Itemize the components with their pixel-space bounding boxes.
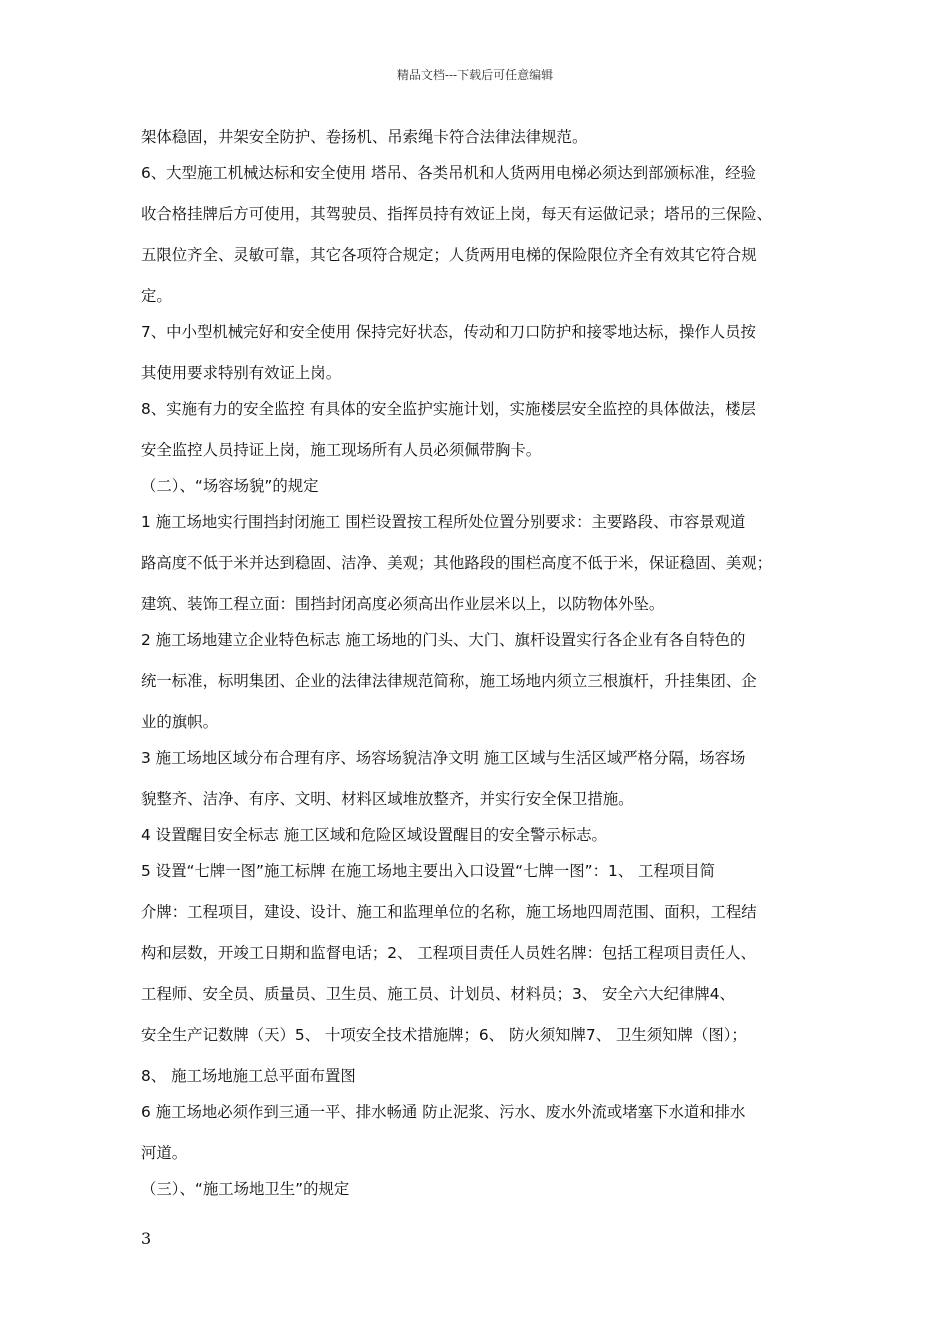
body-line: 安全监控人员持证上岗，施工现场所有人员必须佩带胸卡。 <box>141 441 542 459</box>
body-line: 安全生产记数牌（天）5、 十项安全技术措施牌；6、 防火须知牌7、 卫生须知牌（图）； <box>141 1026 747 1044</box>
body-line: 8、 施工场地施工总平面布置图 <box>141 1067 356 1085</box>
body-line: 定。 <box>141 287 172 305</box>
body-line: 五限位齐全、灵敏可靠，其它各项符合规定；人货两用电梯的保险限位齐全有效其它符合规 <box>141 246 757 264</box>
section-heading: （二）、“场容场貌”的规定 <box>141 477 319 495</box>
body-line: 1 施工场地实行围挡封闭施工 围栏设置按工程所处位置分别要求：主要路段、市容景观道 <box>141 513 746 531</box>
body-line: 构和层数，开竣工日期和监督电话；2、 工程项目责任人员姓名牌：包括工程项目责任人、 <box>141 944 756 962</box>
body-line: 统一标准，标明集团、企业的法律法律规范简称，施工场地内须立三根旗杆，升挂集团、企 <box>141 672 757 690</box>
body-line: 路高度不低于米并达到稳固、洁净、美观；其他路段的围栏高度不低于米，保证稳固、美观； <box>141 554 773 572</box>
body-line: 4 设置醒目安全标志 施工区域和危险区域设置醒目的安全警示标志。 <box>141 826 607 844</box>
body-line: 业的旗帜。 <box>141 713 218 731</box>
body-line: 6 施工场地必须作到三通一平、排水畅通 防止泥浆、污水、废水外流或堵塞下水道和排水 <box>141 1103 746 1121</box>
body-line: 工程师、安全员、质量员、卫生员、施工员、计划员、材料员；3、 安全六大纪律牌4、 <box>141 985 735 1003</box>
body-line: 建筑、装饰工程立面：围挡封闭高度必须高出作业层米以上，以防物体外坠。 <box>141 595 665 613</box>
body-line: 7、中小型机械完好和安全使用 保持完好状态，传动和刀口防护和接零地达标，操作人员按 <box>141 323 756 341</box>
body-line: 貌整齐、洁净、有序、文明、材料区域堆放整齐，并实行安全保卫措施。 <box>141 790 634 808</box>
body-line: 其使用要求特别有效证上岗。 <box>141 364 342 382</box>
body-line: 2 施工场地建立企业特色标志 施工场地的门头、大门、旗杆设置实行各企业有各自特色的 <box>141 631 746 649</box>
body-line: 8、实施有力的安全监控 有具体的安全监护实施计划，实施楼层安全监控的具体做法，楼层 <box>141 400 756 418</box>
body-line: 5 设置“七牌一图”施工标牌 在施工场地主要出入口设置“七牌一图”：1、 工程项目简 <box>141 862 716 880</box>
body-line: 介牌：工程项目，建设、设计、施工和监理单位的名称，施工场地四周范围、面积，工程结 <box>141 903 757 921</box>
page-header: 精品文档---下载后可任意编辑 <box>396 68 554 82</box>
body-line: 河道。 <box>141 1144 188 1162</box>
body-line: 架体稳固，井架安全防护、卷扬机、吊索绳卡符合法律法律规范。 <box>141 128 588 146</box>
page-number: 3 <box>141 1229 152 1248</box>
body-line: 6、大型施工机械达标和安全使用 塔吊、各类吊机和人货两用电梯必须达到部颁标准，经验 <box>141 164 756 182</box>
section-heading: （三）、“施工场地卫生”的规定 <box>141 1180 350 1198</box>
body-line: 收合格挂牌后方可使用，其驾驶员、指挥员持有效证上岗，每天有运做记录；塔吊的三保险、 <box>141 205 773 223</box>
body-line: 3 施工场地区域分布合理有序、场容场貌洁净文明 施工区域与生活区域严格分隔，场容场 <box>141 749 746 767</box>
